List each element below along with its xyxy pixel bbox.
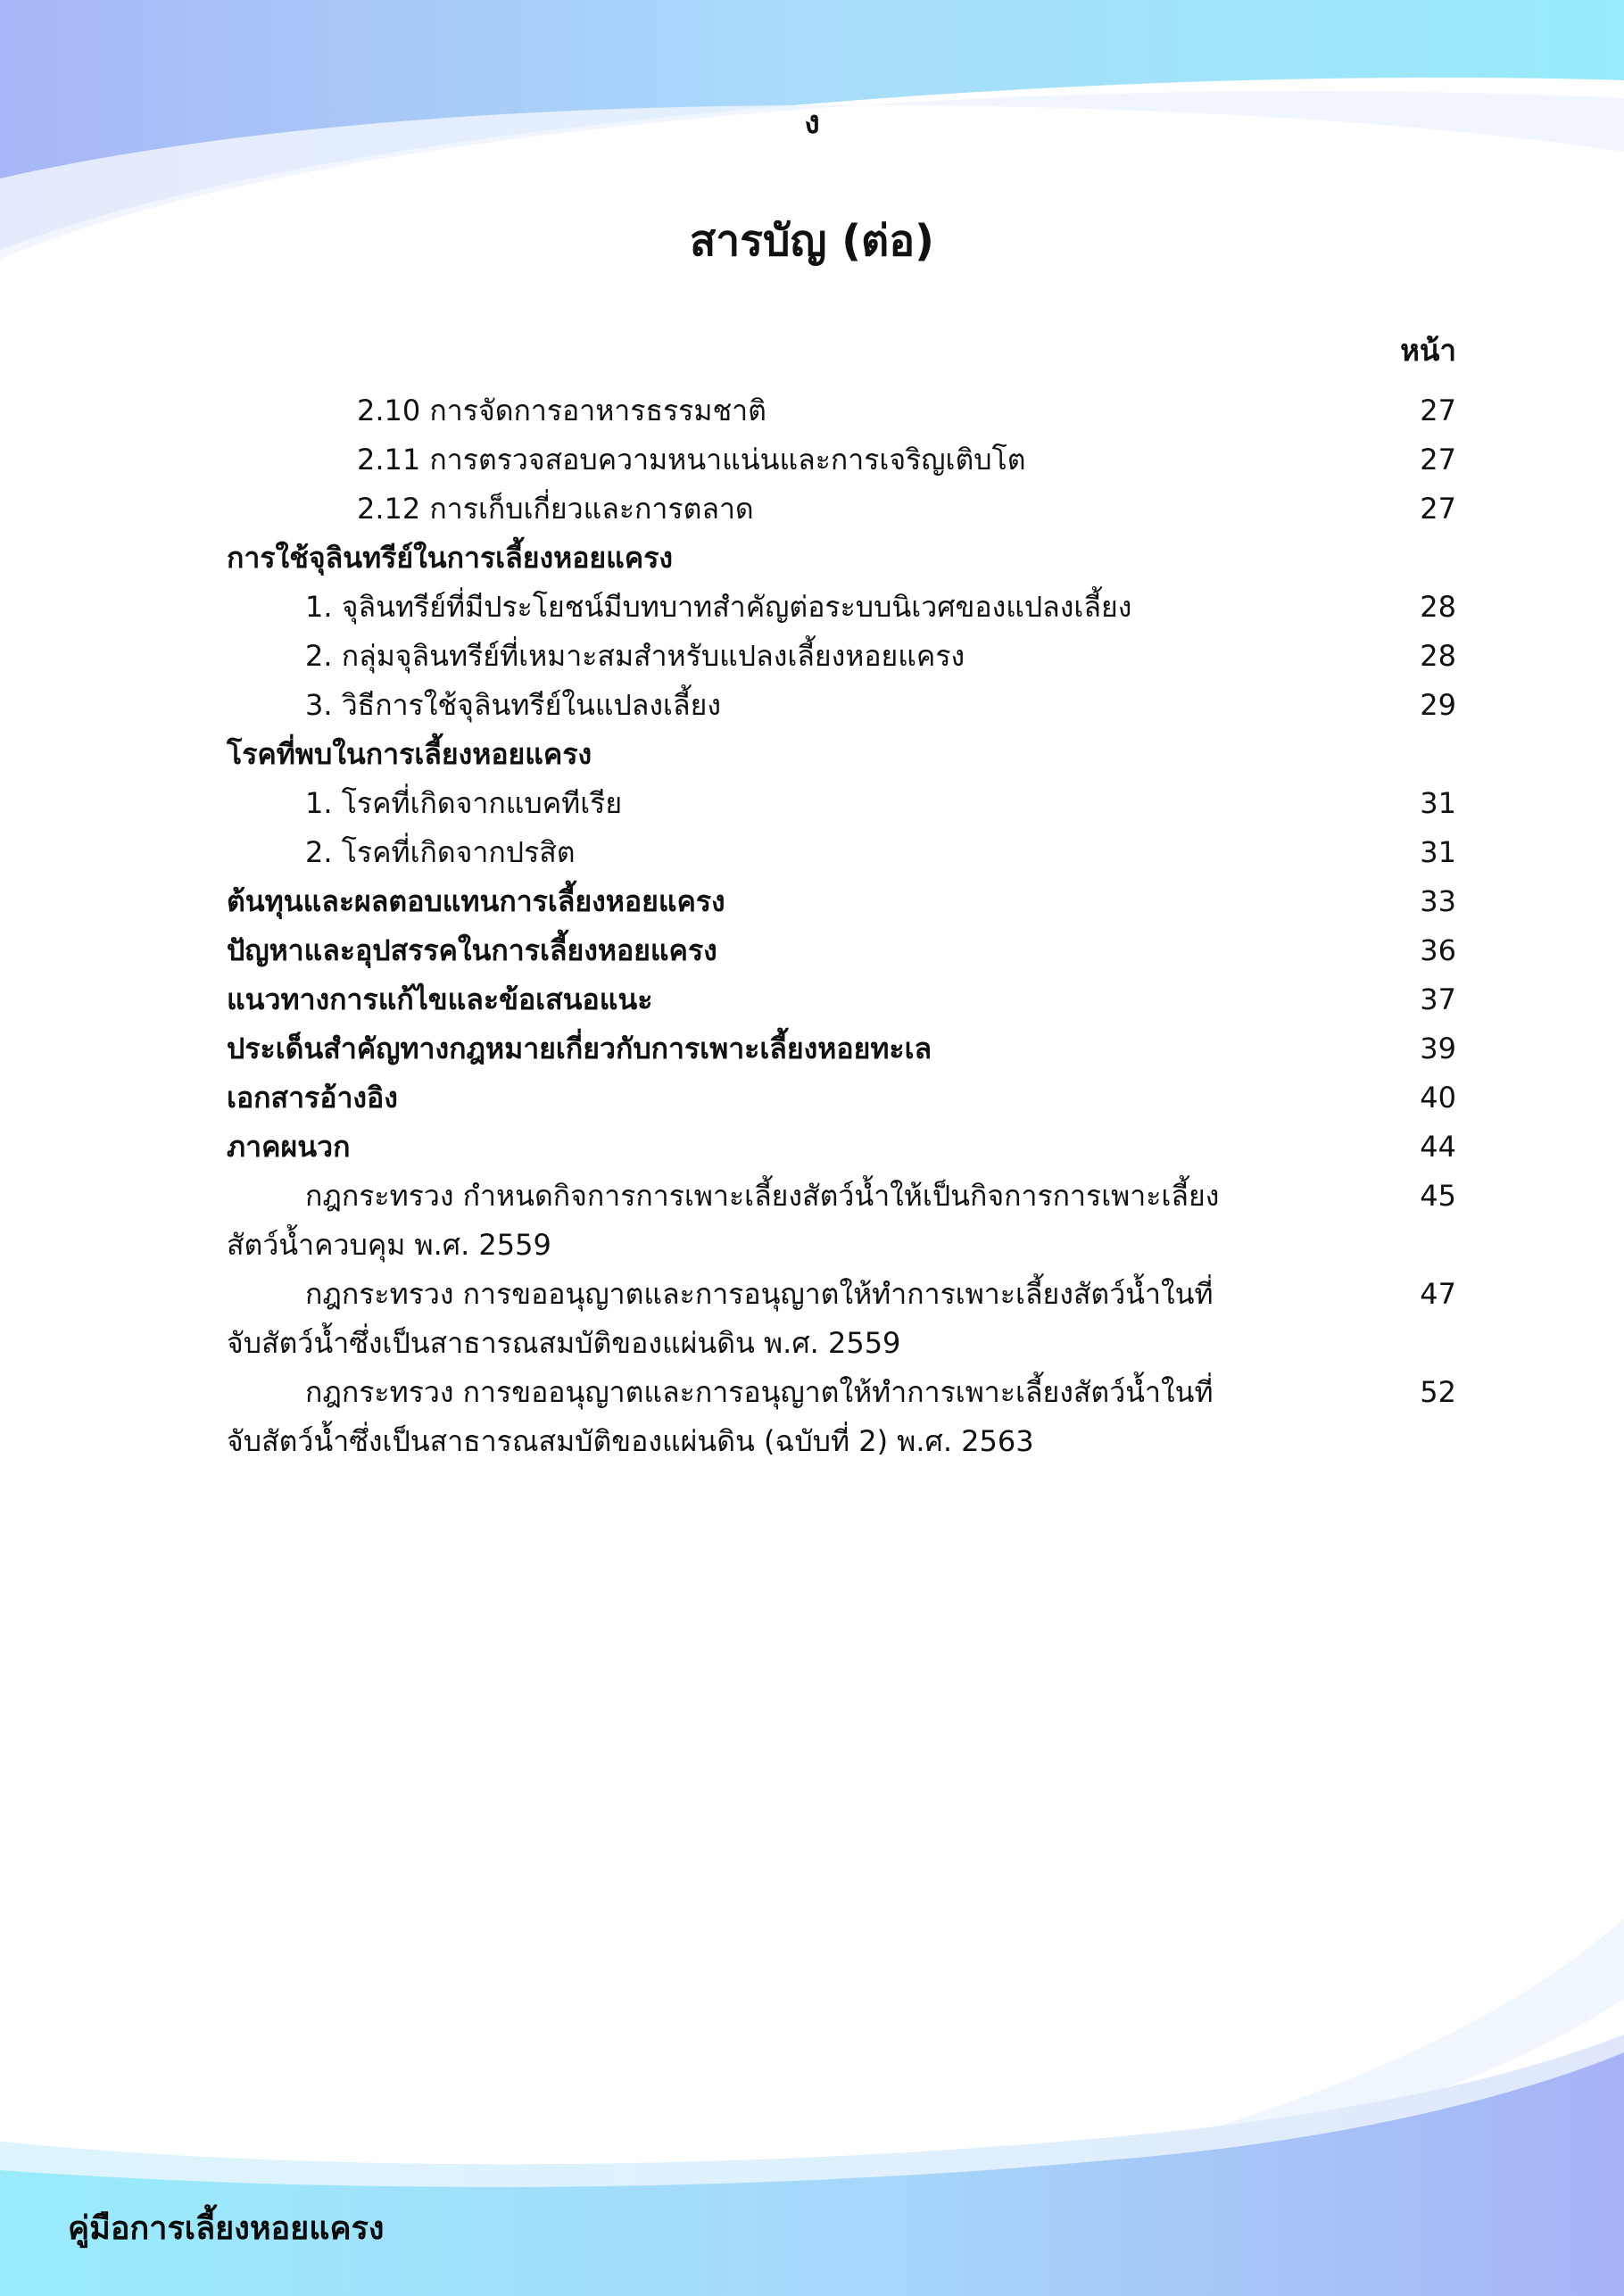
toc-entry-page: 47 (1420, 1277, 1456, 1311)
toc-entry-text: ภาคผนวก (227, 1130, 351, 1164)
toc-entry-text: จับสัตว์น้ำซึ่งเป็นสาธารณสมบัติของแผ่นดิน (ฉบับที่ 2) พ.ศ. 2563 (227, 1424, 1034, 1458)
toc-section-heading (0, 1024, 1624, 1073)
toc-section-heading (0, 730, 1624, 779)
toc-entry-page: 31 (1420, 786, 1456, 820)
toc-entry-text: 2. กลุ่มจุลินทรีย์ที่เหมาะสมสำหรับแปลงเลี้ยงหอยแครง (305, 639, 965, 673)
toc-entry-continuation (0, 1417, 1624, 1466)
toc-entry-page: 33 (1420, 884, 1456, 918)
toc-entry-text: ประเด็นสำคัญทางกฎหมายเกี่ยวกับการเพาะเลี้ยงหอยทะเล (227, 1032, 932, 1065)
toc-entry-page: 39 (1420, 1032, 1456, 1065)
toc-entry-text: การใช้จุลินทรีย์ในการเลี้ยงหอยแครง (227, 541, 673, 575)
toc-entry-text: โรคที่พบในการเลี้ยงหอยแครง (227, 737, 592, 771)
toc-entry-text: 2.11 การตรวจสอบความหนาแน่นและการเจริญเติบโต (357, 443, 1026, 477)
toc-section-heading (0, 1073, 1624, 1123)
toc-entry-page: 29 (1420, 688, 1456, 722)
toc-entry-continuation (0, 1319, 1624, 1368)
toc-entry-text: จับสัตว์น้ำซึ่งเป็นสาธารณสมบัติของแผ่นดิน พ.ศ. 2559 (227, 1326, 901, 1360)
toc-entry (0, 681, 1624, 730)
toc-entry-text: 1. จุลินทรีย์ที่มีประโยชน์มีบทบาทสำคัญต่อระบบนิเวศของแปลงเลี้ยง (305, 590, 1132, 624)
toc-entry-page: 31 (1420, 835, 1456, 869)
toc-section-heading (0, 1123, 1624, 1172)
toc-entry (0, 632, 1624, 681)
toc-entry-text: ปัญหาและอุปสรรคในการเลี้ยงหอยแครง (227, 933, 717, 967)
toc-entry-continuation (0, 1221, 1624, 1270)
page-title: สารบัญ (ต่อ) (690, 216, 934, 266)
toc-entry (0, 1270, 1624, 1319)
toc-entry-text: ต้นทุนและผลตอบแทนการเลี้ยงหอยแครง (227, 884, 725, 918)
toc-section-heading (0, 534, 1624, 583)
toc-entry-text: เอกสารอ้างอิง (227, 1081, 398, 1115)
toc-section-heading (0, 877, 1624, 926)
toc-entry-page: 36 (1420, 933, 1456, 967)
toc-entry-page: 44 (1420, 1130, 1456, 1164)
toc-entry-page: 27 (1420, 394, 1456, 427)
toc-entry (0, 1368, 1624, 1417)
toc-entry-text: กฎกระทรวง กำหนดกิจการการเพาะเลี้ยงสัตว์น้ำให้เป็นกิจการการเพาะเลี้ยง (305, 1179, 1220, 1213)
toc-entry (0, 435, 1624, 485)
toc-entry (0, 828, 1624, 877)
page-number: ง (804, 104, 820, 141)
toc-entry-page: 28 (1420, 639, 1456, 673)
toc-entry-text: กฎกระทรวง การขออนุญาตและการอนุญาตให้ทำการเพาะเลี้ยงสัตว์น้ำในที่ (305, 1375, 1214, 1409)
toc-entry-page: 45 (1420, 1179, 1456, 1213)
toc-entry-text: 1. โรคที่เกิดจากแบคทีเรีย (305, 786, 623, 820)
toc-section-heading (0, 926, 1624, 975)
toc-entry-text: 2.10 การจัดการอาหารธรรมชาติ (357, 394, 766, 427)
page-column-header: หน้า (1400, 333, 1456, 368)
toc-entry (0, 1172, 1624, 1221)
toc-entry-page: 52 (1420, 1375, 1456, 1409)
toc-entry (0, 485, 1624, 534)
toc-section-heading (0, 975, 1624, 1024)
toc-entry-page: 27 (1420, 492, 1456, 526)
toc-entry-page: 27 (1420, 443, 1456, 477)
footer-book-title: คู่มือการเลี้ยงหอยแครง (68, 2210, 385, 2247)
toc-entry-page: 37 (1420, 982, 1456, 1016)
toc-entry (0, 386, 1624, 435)
toc-entry (0, 779, 1624, 828)
toc-entry-text: 3. วิธีการใช้จุลินทรีย์ในแปลงเลี้ยง (305, 688, 721, 722)
toc-entry-text: 2. โรคที่เกิดจากปรสิต (305, 835, 576, 869)
toc-entry-text: กฎกระทรวง การขออนุญาตและการอนุญาตให้ทำการเพาะเลี้ยงสัตว์น้ำในที่ (305, 1277, 1214, 1311)
toc-entry (0, 583, 1624, 632)
toc-entry-text: สัตว์น้ำควบคุม พ.ศ. 2559 (227, 1228, 551, 1262)
toc-entry-page: 28 (1420, 590, 1456, 624)
toc-entry-page: 40 (1420, 1081, 1456, 1115)
toc-entry-text: แนวทางการแก้ไขและข้อเสนอแนะ (227, 982, 653, 1016)
toc-entry-text: 2.12 การเก็บเกี่ยวและการตลาด (357, 492, 754, 526)
